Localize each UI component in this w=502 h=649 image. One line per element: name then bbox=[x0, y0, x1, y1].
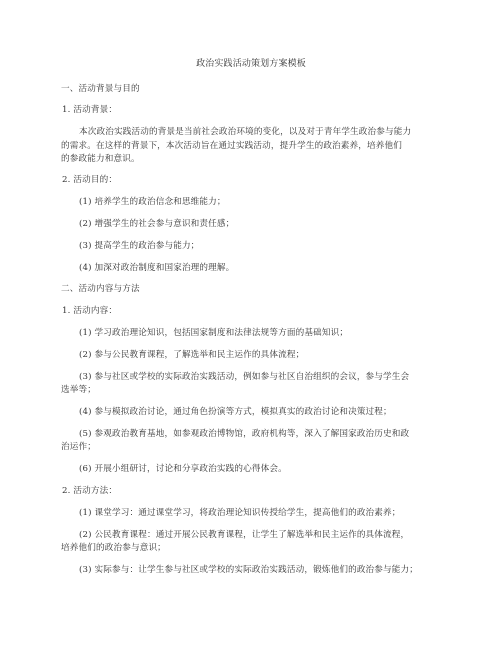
content-item: (4) 参与模拟政治讨论，通过角色扮演等方式，模拟真实的政治讨论和决策过程； bbox=[79, 407, 392, 417]
method-item: (3) 实际参与：让学生参与社区或学校的实际政治实践活动，锻炼他们的政治参与能力； bbox=[79, 565, 419, 575]
section-heading-background-purpose: 一、活动背景与目的 bbox=[61, 84, 140, 94]
document-title: 政治实践活动策划方案模板 bbox=[196, 59, 306, 69]
goal-item: (1) 培养学生的政治信念和思维能力； bbox=[79, 197, 226, 207]
background-paragraph-line: 的需求。在这样的背景下，本次活动旨在通过实践活动，提升学生的政治素养，培养他们 bbox=[61, 141, 403, 151]
section-heading-content-method: 二、活动内容与方法 bbox=[61, 284, 140, 294]
content-item: (6) 开展小组研讨，讨论和分享政治实践的心得体会。 bbox=[79, 464, 287, 474]
background-paragraph-line: 本次政治实践活动的背景是当前社会政治环境的变化，以及对于青年学生政治参与能力 bbox=[79, 127, 412, 137]
subheading-content: 1. 活动内容： bbox=[62, 306, 118, 316]
goal-item: (2) 增强学生的社会参与意识和责任感； bbox=[79, 219, 235, 229]
content-item: (1) 学习政治理论知识，包括国家制度和法律法规等方面的基础知识； bbox=[79, 328, 349, 338]
subheading-method: 2. 活动方法： bbox=[62, 486, 118, 496]
subheading-purpose: 2. 活动目的： bbox=[62, 175, 118, 185]
method-item: (2) 公民教育课程：通过开展公民教育课程，让学生了解选举和民主运作的具体流程， bbox=[79, 530, 410, 540]
subheading-background: 1. 活动背景： bbox=[62, 105, 118, 115]
content-item: (2) 参与公民教育课程，了解选举和民主运作的具体流程； bbox=[79, 350, 305, 360]
background-paragraph-line: 的参政能力和意识。 bbox=[61, 154, 140, 164]
content-item-continued: 治运作； bbox=[61, 442, 96, 452]
content-item-continued: 选举等； bbox=[61, 385, 96, 395]
method-item: (1) 课堂学习：通过课堂学习，将政治理论知识传授给学生，提高他们的政治素养； bbox=[79, 508, 401, 518]
goal-item: (3) 提高学生的政治参与能力； bbox=[79, 241, 200, 251]
goal-item: (4) 加深对政治制度和国家治理的理解。 bbox=[79, 263, 235, 273]
content-item: (5) 参观政治教育基地，如参观政治博物馆，政府机构等，深入了解国家政治历史和政 bbox=[79, 429, 410, 439]
method-item-continued: 培养他们的政治参与意识； bbox=[61, 543, 166, 553]
content-item: (3) 参与社区或学校的实际政治实践活动，例如参与社区自治组织的会议，参与学生会 bbox=[79, 372, 410, 382]
